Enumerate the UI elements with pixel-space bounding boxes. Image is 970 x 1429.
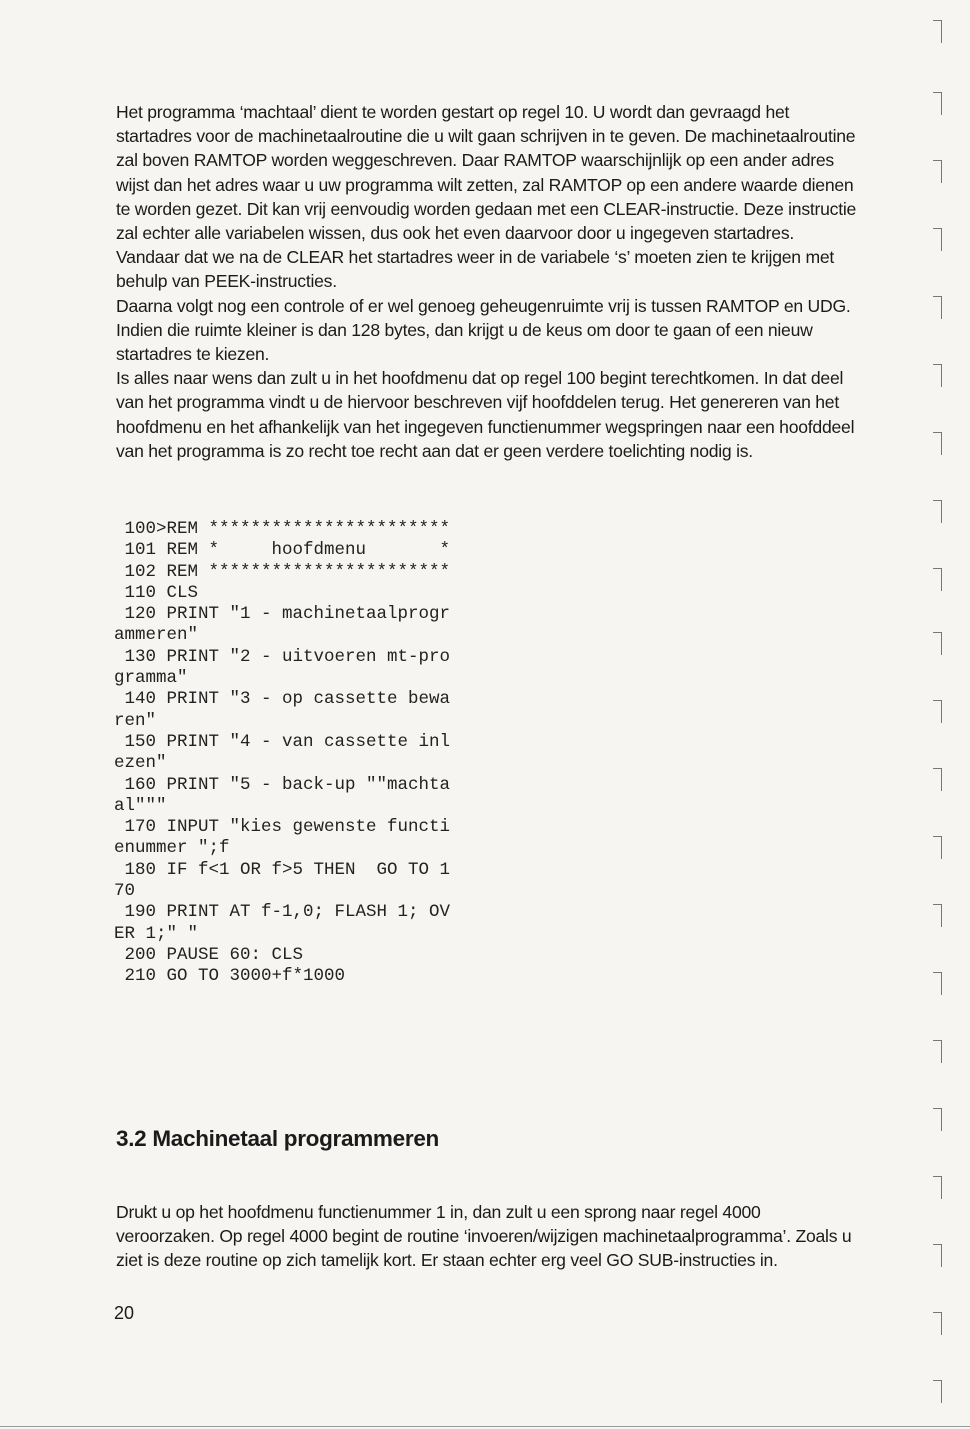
edge-mark — [933, 432, 942, 455]
code-line: ER 1;" " — [114, 923, 199, 944]
edge-mark — [933, 364, 942, 387]
code-line: 70 — [114, 881, 136, 902]
code-line: ren" — [114, 710, 157, 731]
section-heading: 3.2 Machinetaal programmeren — [116, 1126, 439, 1151]
section-text — [116, 1182, 858, 1290]
code-line: 200 PAUSE 60: CLS — [114, 944, 304, 965]
edge-mark — [933, 1176, 942, 1199]
code-line: 100>REM *********************** — [114, 519, 451, 539]
edge-mark — [933, 568, 942, 591]
code-line: 120 PRINT "1 - machinetaalprogr — [114, 604, 451, 625]
paragraph-startadres: Het programma ‘machtaal’ dient te worden gestart op regel 10. U wordt dan gevraagd het startadres voor de machinetaalroutine die u wilt gaan schrijven in te geven. De machinetaalroutine zal boven RAMTOP worden weggeschreven. Daar RAMTOP waarschijnlijk op een ander adres wijst dan het adres waar u uw programma wilt zetten, zal RAMTOP op een andere waarde dienen te worden gezet. Dit kan vrij eenvoudig worden gedaan met een CLEAR-instructie. Deze instructie zal echter alle variabelen wissen, dus ook het even daarvoor door u ingegeven startadres. Vandaar dat we na de CLEAR het startadres weer in de variabele ‘s’ moeten zien te krijgen met behulp van PEEK-instructies. — [116, 102, 857, 292]
code-line: al""" — [114, 795, 167, 816]
code-line: 170 INPUT "kies gewenste functi — [114, 817, 451, 838]
code-line: 102 REM *********************** — [114, 561, 451, 582]
code-line: 190 PRINT AT f-1,0; FLASH 1; OV — [114, 902, 451, 923]
edge-mark — [933, 1244, 942, 1267]
code-line: gramma" — [114, 668, 188, 689]
bottom-divider — [0, 1426, 970, 1427]
edge-mark — [933, 296, 942, 319]
paragraph-hoofdmenu: Is alles naar wens dan zult u in het hoofdmenu dat op regel 100 begint terechtkomen. In dat deel van het programma vindt u de hiervoor beschreven vijf hoofddelen terug. Het genereren van het hoofdmenu en het afhankelijk van het ingegeven functienummer wegspringen naar een hoofddeel van het programma is zo recht toe recht aan dat er geen verdere toelichting nodig is. — [116, 368, 855, 461]
code-line: 140 PRINT "3 - op cassette bewa — [114, 689, 451, 710]
code-line: 160 PRINT "5 - back-up ""machta — [114, 774, 451, 795]
edge-mark — [933, 836, 942, 859]
edge-mark — [933, 1040, 942, 1063]
edge-mark — [933, 92, 942, 115]
code-line: 110 CLS — [114, 582, 199, 603]
code-line: 130 PRINT "2 - uitvoeren mt-pro — [114, 646, 451, 667]
edge-mark — [933, 700, 942, 723]
edge-mark — [933, 160, 942, 183]
edge-mark — [933, 632, 942, 655]
edge-mark — [933, 972, 942, 995]
edge-mark — [933, 1108, 942, 1131]
edge-mark — [933, 20, 942, 43]
basic-code-listing — [114, 519, 534, 988]
code-line: 150 PRINT "4 - van cassette inl — [114, 731, 451, 752]
code-line: 210 GO TO 3000+f*1000 — [114, 966, 346, 987]
edge-mark — [933, 500, 942, 523]
page-number: 20 — [114, 1303, 135, 1323]
intro-text — [116, 100, 858, 463]
paragraph-geheugenruimte: Daarna volgt nog een controle of er wel genoeg geheugenruimte vrij is tussen RAMTOP en UDG. Indien die ruimte kleiner is dan 128 bytes, dan krijgt u de keus om door te gaan of een nieuw startadres te kiezen. — [116, 295, 851, 365]
code-line: 180 IF f<1 OR f>5 THEN GO TO 1 — [114, 859, 451, 880]
code-line: ezen" — [114, 753, 167, 774]
edge-mark — [933, 1380, 942, 1403]
edge-mark — [933, 904, 942, 927]
code-line: ammeren" — [114, 625, 199, 646]
edge-mark — [933, 228, 942, 251]
edge-mark — [933, 768, 942, 791]
page-edge-marks — [930, 0, 970, 1429]
code-line: enummer ";f — [114, 838, 230, 859]
paragraph-machinetaal: Drukt u op het hoofdmenu functienummer 1 in, dan zult u een sprong naar regel 4000 veroorzaken. Op regel 4000 begint de routine ‘invoeren/wijzigen machinetaalprogramma’. Zoals u ziet is deze routine op zich tamelijk kort. Er staan echter erg veel GO SUB-instructies in. — [116, 1201, 852, 1270]
edge-mark — [933, 1312, 942, 1335]
code-line: 101 REM * hoofdmenu * — [114, 540, 451, 561]
